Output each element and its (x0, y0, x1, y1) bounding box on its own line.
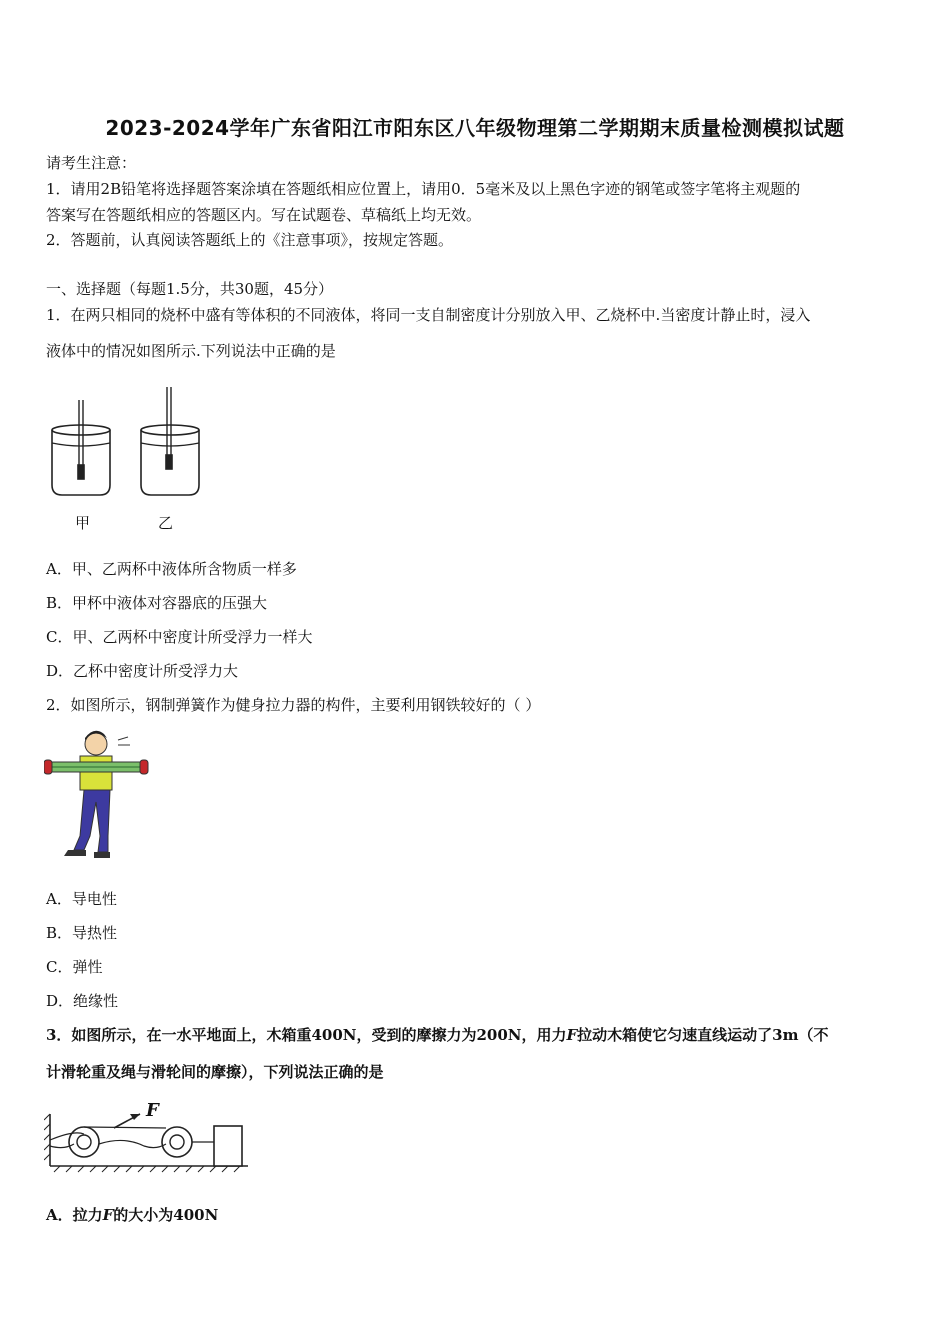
q2-option-a[interactable]: A．导电性 (46, 890, 117, 908)
q1-fig-label-jia: 甲 (75, 514, 91, 532)
q1-fig-label-yi: 乙 (158, 514, 174, 532)
q1-text-line-1: 1．在两只相同的烧杯中盛有等体积的不同液体，将同一支自制密度计分别放入甲、乙烧杯中.当密度计静止时，浸入 (46, 306, 811, 324)
q1-text-line-2: 液体中的情况如图所示.下列说法中正确的是 (46, 342, 336, 360)
section-heading: 一、选择题（每题1.5分，共30题，45分） (46, 280, 334, 298)
q3-option-a-force[interactable]: F (102, 1206, 114, 1224)
notice-line-1: 1．请用2B铅笔将选择题答案涂填在答题纸相应位置上，请用0．5毫米及以上黑色字迹的钢笔或签字笔将主观题的 (46, 180, 801, 198)
q3-text-force-symbol: F (566, 1026, 578, 1044)
notice-line-1b: 答案写在答题纸相应的答题区内。写在试题卷、草稿纸上均无效。 (46, 206, 482, 224)
q2-option-d[interactable]: D．绝缘性 (46, 992, 119, 1010)
q2-text: 2．如图所示，钢制弹簧作为健身拉力器的构件，主要利用钢铁较好的（ ） (46, 696, 541, 714)
q1-option-c[interactable]: C．甲、乙两杯中密度计所受浮力一样大 (46, 628, 313, 646)
notice-heading: 请考生注意： (46, 154, 137, 172)
q3-text-line-2: 计滑轮重及绳与滑轮间的摩擦），下列说法正确的是 (46, 1063, 384, 1081)
q1-option-d[interactable]: D．乙杯中密度计所受浮力大 (46, 662, 239, 680)
beaker-yi (141, 387, 199, 495)
q3-option-a-part-1[interactable]: A．拉力 (46, 1206, 103, 1224)
q2-option-b[interactable]: B．导热性 (46, 924, 118, 942)
notice-line-2: 2．答题前，认真阅读答题纸上的《注意事项》，按规定答题。 (46, 231, 454, 249)
q1-option-a[interactable]: A．甲、乙两杯中液体所含物质一样多 (46, 560, 297, 578)
q1-option-b[interactable]: B．甲杯中液体对容器底的压强大 (46, 594, 268, 612)
q3-fig-force-label: F (146, 1100, 159, 1121)
q2-chest-expander-figure (44, 728, 154, 868)
page-title: 2023-2024学年广东省阳江市阳东区八年级物理第二学期期末质量检测模拟试题 (105, 116, 845, 140)
q3-option-a-part-2[interactable]: 的大小为400N (113, 1206, 219, 1224)
q3-text-line-1 (46, 1024, 828, 1045)
q1-beakers-figure (46, 385, 216, 535)
q3-option-a (46, 1204, 218, 1225)
q3-text-part-a: 3．如图所示，在一水平地面上，木箱重400N，受到的摩擦力为200N，用力 (46, 1026, 567, 1044)
q2-option-c[interactable]: C．弹性 (46, 958, 103, 976)
q3-text-part-b: 拉动木箱使它匀速直线运动了3m（不 (577, 1026, 829, 1044)
beaker-jia (52, 400, 110, 495)
